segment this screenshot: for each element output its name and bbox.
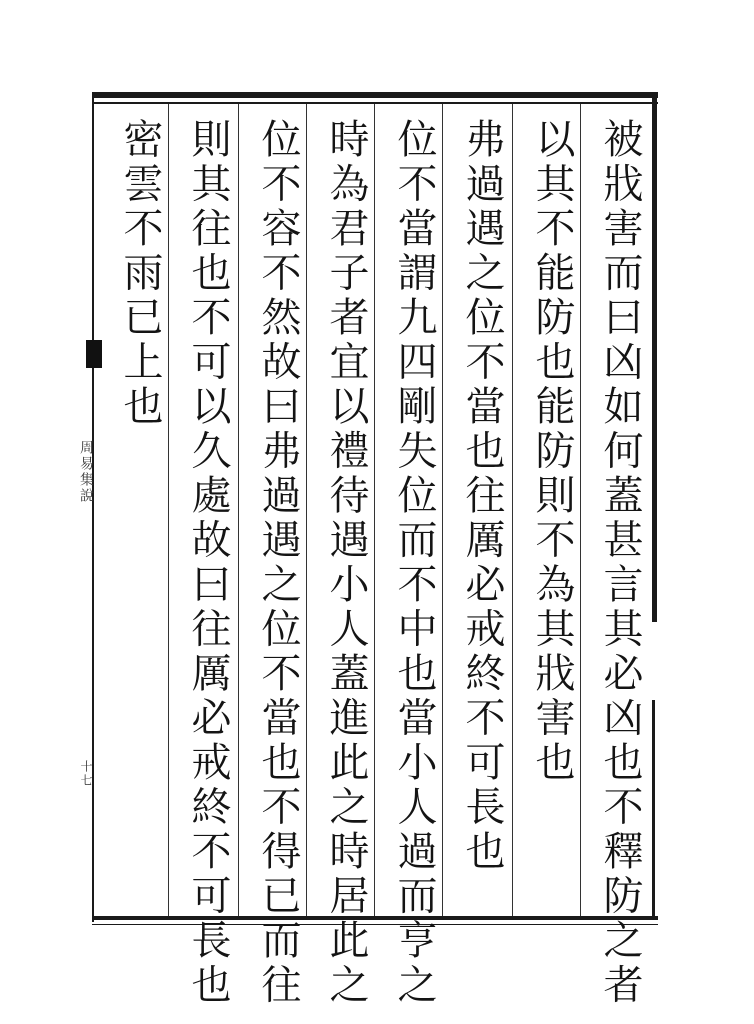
text-column-8: 密雲不雨已上也 xyxy=(117,118,163,430)
left-margin-line xyxy=(92,92,94,922)
text-column-7: 則其往也不可以久處故曰往厲必戒終不可長也 xyxy=(185,118,231,1008)
text-column-1: 被戕害而曰凶如何蓋甚言其必凶也不釋防之者 xyxy=(597,118,643,1008)
column-rule xyxy=(512,104,513,916)
bottom-border xyxy=(92,916,658,920)
bottom-border-inner xyxy=(92,924,658,925)
top-border-inner xyxy=(92,102,658,104)
column-rule xyxy=(442,104,443,916)
text-column-2: 以其不能防也能防則不為其戕害也 xyxy=(529,118,575,786)
column-rule xyxy=(306,104,307,916)
right-border-lower xyxy=(652,700,655,920)
text-column-3: 弗過遇之位不當也往厲必戒終不可長也 xyxy=(459,118,505,875)
text-column-5: 時為君子者宜以禮待遇小人蓋進此之時居此之 xyxy=(323,118,369,1008)
column-rule xyxy=(580,104,581,916)
margin-page-number: 十七 xyxy=(79,760,93,788)
margin-book-title: 周易集說 xyxy=(78,440,94,504)
column-rule xyxy=(238,104,239,916)
column-rule xyxy=(168,104,169,916)
fishtail-mark xyxy=(86,340,102,368)
text-column-4: 位不當謂九四剛失位而不中也當小人過而亨之 xyxy=(391,118,437,1008)
column-rule xyxy=(374,104,375,916)
text-column-6: 位不容不然故曰弗過遇之位不當也不得已而往 xyxy=(255,118,301,1008)
right-border xyxy=(652,92,657,622)
top-border xyxy=(92,92,658,98)
